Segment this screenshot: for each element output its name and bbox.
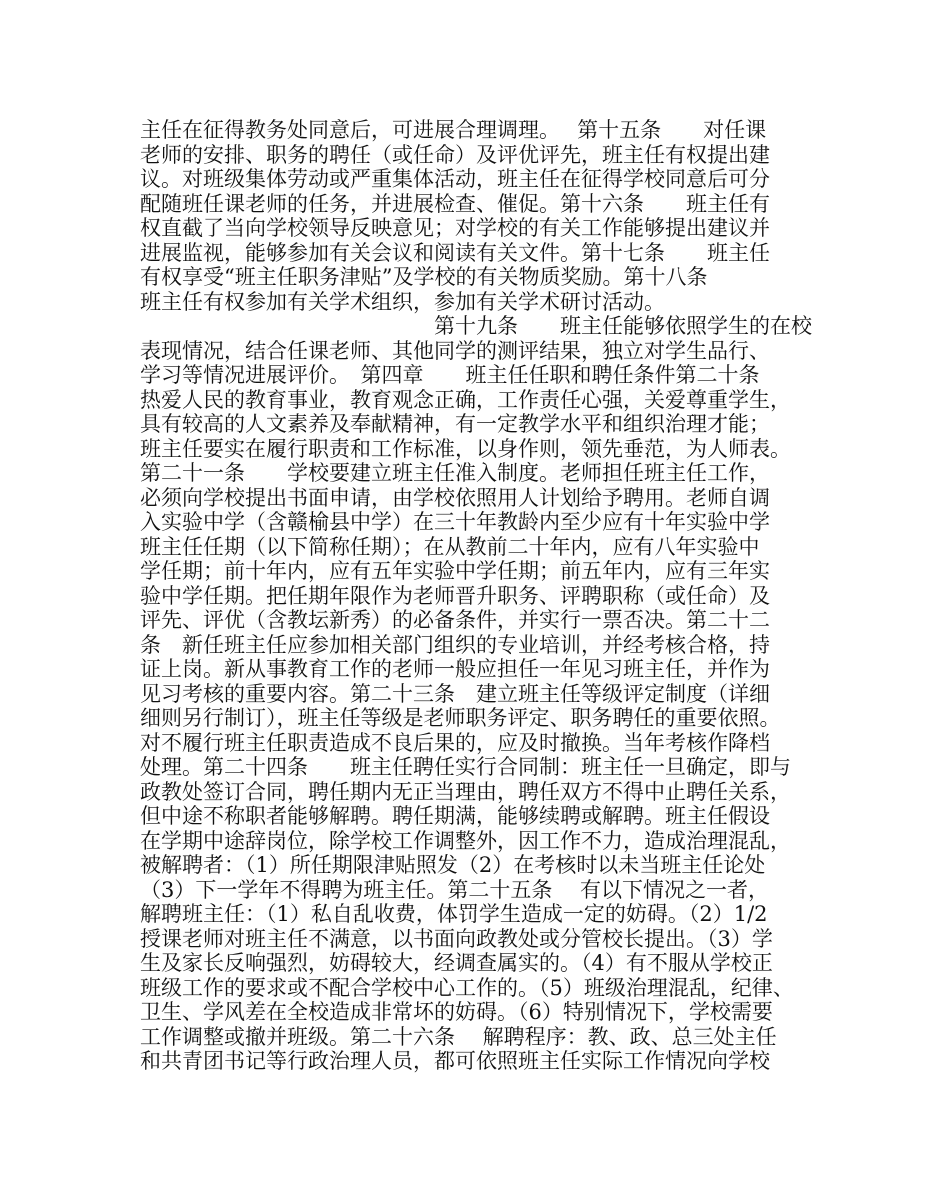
text-line: 有权享受“班主任职务津贴”及学校的有关物质奖励。第十八条 [140, 265, 708, 289]
text-line: 细则另行制订），班主任等级是老师职务评定、职务聘任的重要依照。 [140, 706, 781, 730]
text-line: 和共青团书记等行政治理人员，都可依照班主任实际工作情况向学校 [140, 1049, 770, 1073]
text-line: 在学期中途辞岗位，除学校工作调整外，因工作不力，造成治理混乱， [140, 828, 791, 853]
text-line: 表现情况，结合任课老师、其他同学的测评结果，独立对学生品行、 [140, 338, 770, 363]
text-line: 班主任要实在履行职责和工作标准，以身作则，领先垂范，为人师表。 [140, 436, 791, 461]
text-line: 学任期；前十年内，应有五年实验中学任期；前五年内，应有三年实 [140, 559, 770, 583]
text-line: 班级工作的要求或不配合学校中心工作的。（5）班级治理混乱，纪律、 [140, 975, 794, 1000]
text-line: 第二十一条 学校要建立班主任准入制度。老师担任班主任工作， [140, 461, 770, 485]
text-line: 验中学任期。把任期年限作为老师晋升职务、评聘职称（或任命）及 [140, 583, 770, 608]
text-line: 证上岗。新从事教育工作的老师一般应担任一年见习班主任，并作为 [140, 657, 770, 681]
text-line: 但中途不称职者能够解聘。聘任期满，能够续聘或解聘。班主任假设 [140, 804, 770, 828]
text-line: 政教处签订合同，聘任期内无正当理由，聘任双方不得中止聘任关系， [140, 779, 791, 804]
text-line: 卫生、学风差在全校造成非常坏的妨碍。（6）特别情况下，学校需要 [140, 1000, 773, 1024]
text-line: 必须向学校提出书面申请，由学校依照用人计划给予聘用。老师自调 [140, 485, 770, 510]
text-line: （3）下一学年不得聘为班主任。第二十五条 有以下情况之一者， [140, 877, 770, 902]
text-line: 处理。第二十四条 班主任聘任实行合同制：班主任一旦确定，即与 [140, 755, 791, 779]
text-line: 被解聘者：（1）所任期限津贴照发（2）在考核时以未当班主任论处 [140, 853, 766, 877]
text-line: 主任在征得教务处同意后，可进展合理调理。 第十五条 对任课 [140, 118, 767, 142]
text-line: 具有较高的人文素养及奉献精神，有一定教学水平和组织治理才能； [140, 412, 770, 436]
text-line: 进展监视，能够参加有关会议和阅读有关文件。第十七条 班主任 [140, 240, 770, 265]
text-line: 入实验中学（含赣榆县中学）在三十年教龄内至少应有十年实验中学 [140, 510, 770, 534]
text-line: 解聘班主任：（1）私自乱收费，体罚学生造成一定的妨碍。（2）1/2 [140, 902, 768, 926]
text-line: 配随班任课老师的任务，并进展检查、催促。第十六条 班主任有 [140, 191, 770, 216]
text-line: 热爱人民的教育事业，教育观念正确，工作责任心强，关爱尊重学生， [140, 387, 791, 412]
text-line: 生及家长反响强烈，妨碍较大，经调查属实的。（4）有不服从学校正 [140, 951, 773, 975]
text-line: 条 新任班主任应参加相关部门组织的专业培训，并经考核合格，持 [140, 632, 770, 657]
text-line: 对不履行班主任职责造成不良后果的，应及时撤换。当年考核作降档 [140, 730, 770, 755]
text-line: 权直截了当向学校领导反映意见；对学校的有关工作能够提出建议并 [140, 216, 770, 240]
text-line: 班主任任期（以下简称任期）；在从教前二十年内，应有八年实验中 [140, 534, 760, 559]
text-line: 议。对班级集体劳动或严重集体活动，班主任在征得学校同意后可分 [140, 167, 770, 191]
text-line: 工作调整或撤并班级。第二十六条 解聘程序：教、政、总三处主任 [140, 1024, 777, 1049]
body-text [140, 118, 825, 1074]
text-line: 班主任有权参加有关学术组织，参加有关学术研讨活动。 [140, 289, 665, 314]
text-line: 第十九条 班主任能够依照学生的在校 [140, 314, 812, 338]
text-line: 学习等情况进展评价。 第四章 班主任任职和聘任条件第二十条 [140, 363, 760, 387]
text-line: 评先、评优（含教坛新秀）的必备条件，并实行一票否决。第二十二 [140, 608, 770, 632]
text-line: 授课老师对班主任不满意，以书面向政教处或分管校长提出。（3）学 [140, 926, 773, 951]
text-line: 老师的安排、职务的聘任（或任命）及评优评先，班主任有权提出建 [140, 142, 770, 167]
text-line: 见习考核的重要内容。第二十三条 建立班主任等级评定制度（详细 [140, 681, 770, 706]
